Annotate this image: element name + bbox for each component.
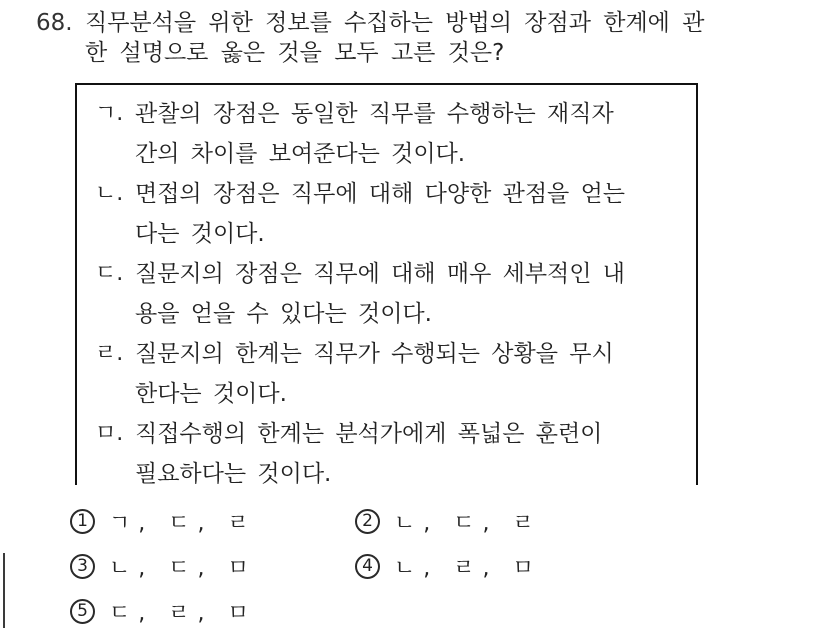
statement-line: 용을 얻을 수 있다는 것이다. — [135, 301, 432, 327]
statement-item-d — [95, 254, 686, 334]
statement-text — [135, 174, 625, 254]
answer-options — [70, 505, 690, 627]
statement-marker: ㄹ. — [95, 341, 124, 366]
option-5[interactable] — [70, 595, 355, 627]
option-5-circle-number: 5 — [70, 599, 95, 624]
statement-marker: ㄷ. — [95, 261, 124, 286]
question-number: 68. — [36, 10, 73, 36]
option-4-circle-number: 4 — [355, 554, 380, 579]
statement-marker: ㄴ. — [95, 181, 124, 206]
statement-line: 한다는 것이다. — [135, 381, 287, 407]
statement-item-n — [95, 174, 686, 254]
statement-line: 다는 것이다. — [135, 221, 265, 247]
statement-line: 직접수행의 한계는 분석가에게 폭넓은 훈련이 — [135, 421, 603, 447]
question-text — [85, 8, 704, 68]
option-1[interactable] — [70, 505, 355, 537]
statement-item-r — [95, 334, 686, 414]
question-line-1: 직무분석을 위한 정보를 수집하는 방법의 장점과 한계에 관 — [85, 10, 705, 36]
statement-box — [75, 83, 698, 485]
statement-item-g — [95, 94, 686, 174]
option-1-circle-number: 1 — [70, 509, 95, 534]
statement-marker: ㄱ. — [95, 101, 124, 126]
statement-line: 관찰의 장점은 동일한 직무를 수행하는 재직자 — [135, 101, 614, 127]
option-5-label: ㄷ, ㄹ, ㅁ — [109, 600, 257, 626]
statement-line: 면접의 장점은 직무에 대해 다양한 관점을 얻는 — [135, 181, 626, 207]
statement-line: 필요하다는 것이다. — [135, 461, 332, 485]
option-2-label: ㄴ, ㄷ, ㄹ — [394, 510, 542, 536]
page-edge-rule — [3, 553, 5, 628]
statement-text — [135, 94, 614, 174]
option-3[interactable] — [70, 550, 355, 582]
statement-text — [135, 334, 614, 414]
question-line-2: 한 설명으로 옳은 것을 모두 고른 것은? — [85, 40, 505, 66]
question-68 — [36, 8, 796, 68]
option-3-label: ㄴ, ㄷ, ㅁ — [109, 555, 257, 581]
option-2-circle-number: 2 — [355, 509, 380, 534]
statement-text — [135, 254, 625, 334]
statement-marker: ㅁ. — [95, 421, 124, 446]
option-4-label: ㄴ, ㄹ, ㅁ — [394, 555, 542, 581]
option-2[interactable] — [355, 505, 690, 537]
option-1-label: ㄱ, ㄷ, ㄹ — [109, 510, 257, 536]
statement-item-m — [95, 414, 686, 485]
statement-line: 질문지의 한계는 직무가 수행되는 상황을 무시 — [135, 341, 614, 367]
statement-text — [135, 414, 602, 485]
option-4[interactable] — [355, 550, 690, 582]
option-3-circle-number: 3 — [70, 554, 95, 579]
statement-line: 질문지의 장점은 직무에 대해 매우 세부적인 내 — [135, 261, 626, 287]
statement-line: 간의 차이를 보여준다는 것이다. — [135, 141, 466, 167]
